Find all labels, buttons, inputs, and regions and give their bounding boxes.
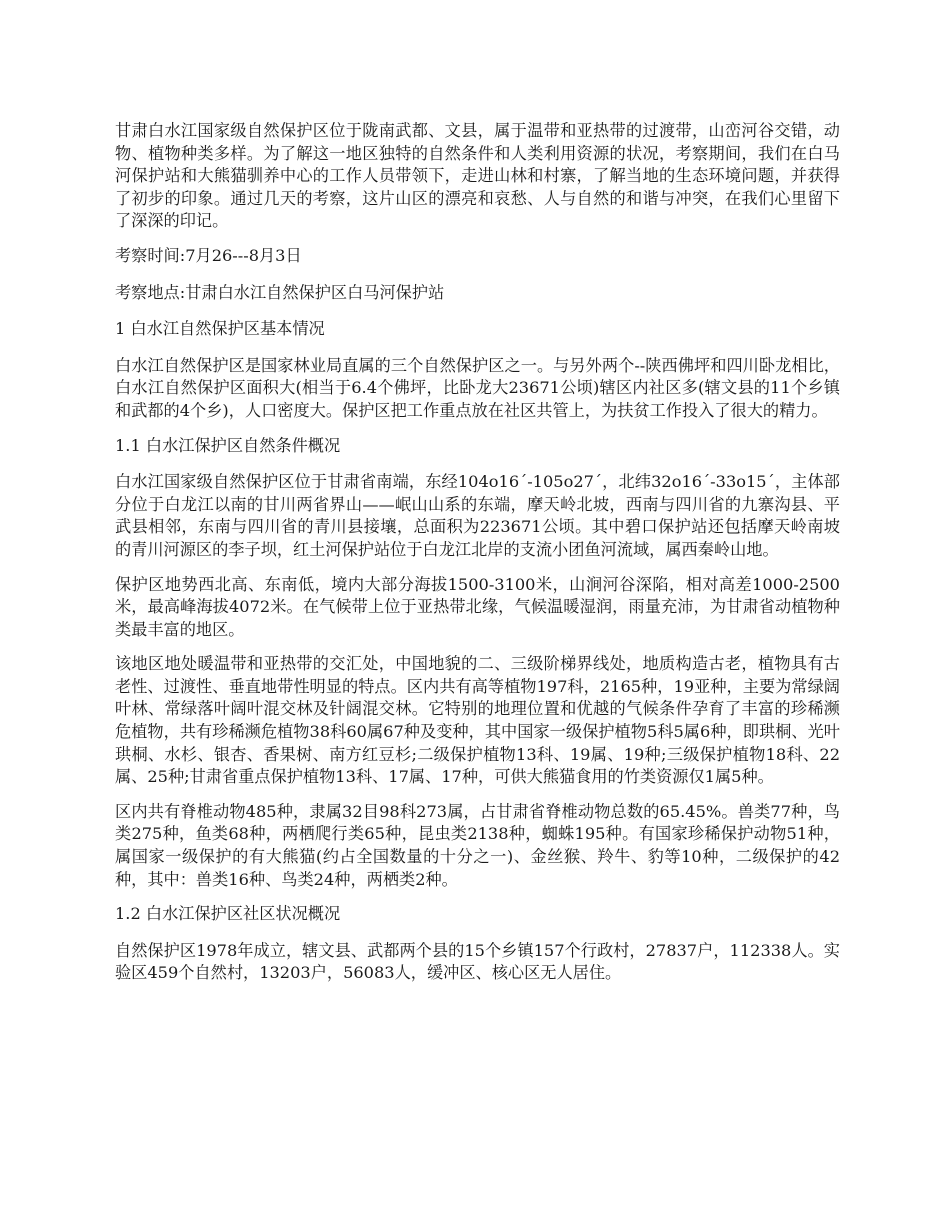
survey-location: 考察地点:甘肃白水江自然保护区白马河保护站 [115,282,445,302]
plants-paragraph: 该地区地处暖温带和亚热带的交汇处，中国地貌的二、三级阶梯界线处，地质构造古老，植物具有古老性、过渡性、垂直地带性明显的特点。区内共有高等植物197科，2165种，19亚种，主要为常绿阔叶林、常绿落叶阔叶混交林及针阔混交林。它特别的地理位置和优越的气候条件孕育了丰富的珍稀濒危植物，共有珍稀濒危植物38科60属67种及变种，其中国家一级保护植物5科5属6种，即珙桐、光叶珙桐、水杉、银杏、香果树、南方红豆杉;二级保护植物13科、19属、19种;三级保护植物18科、22属、25种;甘肃省重点保护植物13科、17属、17种，可供大熊猫食用的竹类资源仅1属5种。 [115,654,840,787]
location-paragraph: 白水江国家级自然保护区位于甘肃省南端，东经104o16´-105o27´，北纬32o16´-33o15´，主体部分位于白龙江以南的甘川两省界山——岷山山系的东端，摩天岭北坡，西南与四川省的九寨沟县、平武县相邻，东南与四川省的青川县接壤，总面积为223671公顷。其中碧口保护站还包括摩天岭南坡的青川河源区的李子坝，红土河保护站位于白龙江北岸的支流小团鱼河流域，属西秦岭山地。 [115,472,840,559]
intro-paragraph: 甘肃白水江国家级自然保护区位于陇南武都、文县，属于温带和亚热带的过渡带，山峦河谷交错，动物、植物种类多样。为了解这一地区独特的自然条件和人类利用资源的状况，考察期间，我们在白马河保护站和大熊猫驯养中心的工作人员带领下，走进山林和村寨，了解当地的生态环境问题，并获得了初步的印象。通过几天的考察，这片山区的漂亮和哀愁、人与自然的和谐与冲突，在我们心里留下了深深的印记。 [115,121,840,231]
terrain-paragraph: 保护区地势西北高、东南低，境内大部分海拔1500-3100米，山涧河谷深陷，相对高差1000-2500米，最高峰海拔4072米。在气候带上位于亚热带北缘，气候温暖湿润，雨量充沛，为甘肃省动植物种类最丰富的地区。 [115,574,840,639]
animals-paragraph: 区内共有脊椎动物485种，隶属32目98科273属，占甘肃省脊椎动物总数的65.45%。兽类77种，鸟类275种，鱼类68种，两栖爬行类65种，昆虫类2138种，蜘蛛195种。有国家珍稀保护动物51种，属国家一级保护的有大熊猫(约占全国数量的十分之一)、金丝猴、羚牛、豹等10种，二级保护的42种，其中：兽类16种、鸟类24种，两栖类2种。 [115,801,840,889]
community-paragraph: 自然保护区1978年成立，辖文县、武都两个县的15个乡镇157个行政村，27837户，112338人。实验区459个自然村，13203户，56083人，缓冲区、核心区无人居住。 [115,940,840,983]
document-body [115,120,840,997]
section-heading-1-1: 1.1 白水江保护区自然条件概况 [115,435,341,455]
survey-time: 考察时间:7月26---8月3日 [115,245,302,265]
section-heading-1-2: 1.2 白水江保护区社区状况概况 [115,904,341,924]
section-1-paragraph: 白水江自然保护区是国家林业局直属的三个自然保护区之一。与另外两个--陕西佛坪和四川卧龙相比，白水江自然保护区面积大(相当于6.4个佛坪，比卧龙大23671公顷)辖区内社区多(辖文县的11个乡镇和武都的4个乡)，人口密度大。保护区把工作重点放在社区共管上，为扶贫工作投入了很大的精力。 [115,355,840,420]
section-heading-1: 1 白水江自然保护区基本情况 [115,319,325,339]
